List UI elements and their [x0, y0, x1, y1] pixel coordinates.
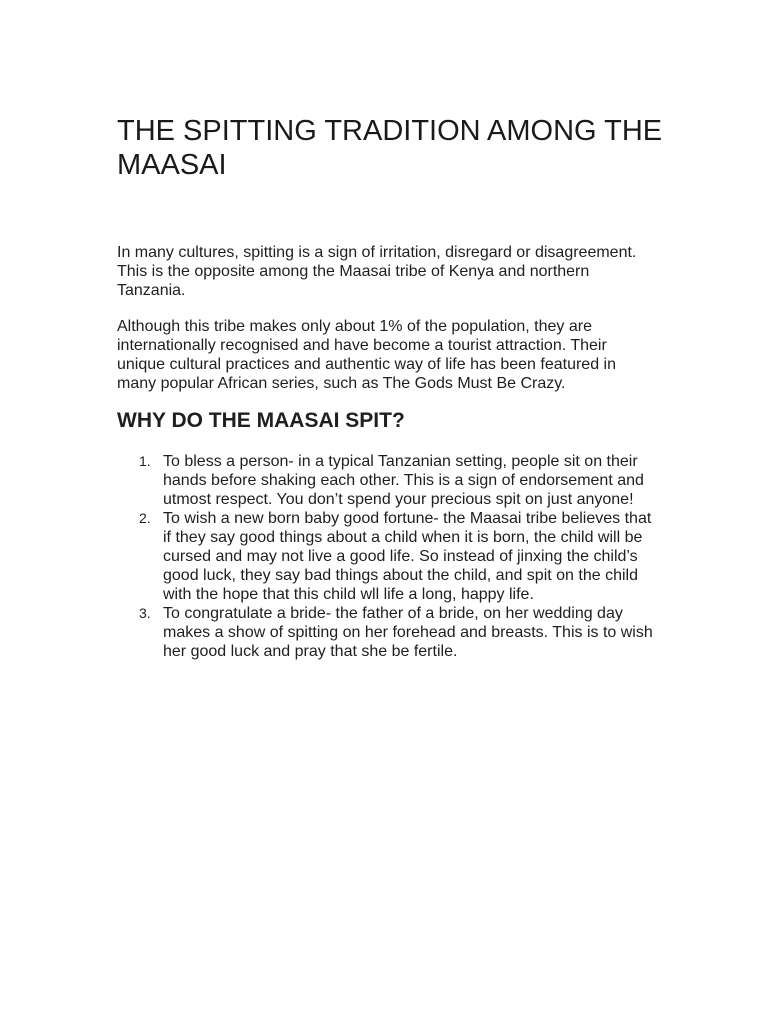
list-item [117, 509, 657, 604]
list-item-number: 1. [139, 453, 151, 469]
list-item-text: To bless a person- in a typical Tanzanian setting, people sit on their hands before shaking each other. This is a sign of endorsement and utmost respect. You don’t spend your precious spit on just anyone! [163, 453, 644, 508]
list-item-text: To congratulate a bride- the father of a bride, on her wedding day makes a show of spitting on her forehead and breasts. This is to wish her good luck and pray that she be fertile. [163, 605, 653, 660]
section-heading: WHY DO THE MAASAI SPIT? [117, 409, 405, 432]
document-title: THE SPITTING TRADITION AMONG THE MAASAI [117, 115, 663, 181]
list-item [117, 452, 657, 509]
list-item [117, 604, 657, 661]
list-item-number: 3. [139, 605, 151, 621]
list-item-number: 2. [139, 510, 151, 526]
intro-paragraph: In many cultures, spitting is a sign of irritation, disregard or disagreement. This is the opposite among the Maasai tribe of Kenya and northern Tanzania. [117, 244, 637, 299]
background-paragraph: Although this tribe makes only about 1% of the population, they are internationally recognised and have become a tourist attraction. Their unique cultural practices and authentic way of life has been featured in many popular African series, such as The Gods Must Be Crazy. [117, 318, 616, 392]
list-item-text: To wish a new born baby good fortune- the Maasai tribe believes that if they say good things about a child when it is born, the child will be cursed and may not live a good life. So instead of jinxing the child’s good luck, they say bad things about the child, and spit on the child with the hope that this child wll life a long, happy life. [163, 510, 652, 603]
reasons-list [117, 452, 657, 661]
